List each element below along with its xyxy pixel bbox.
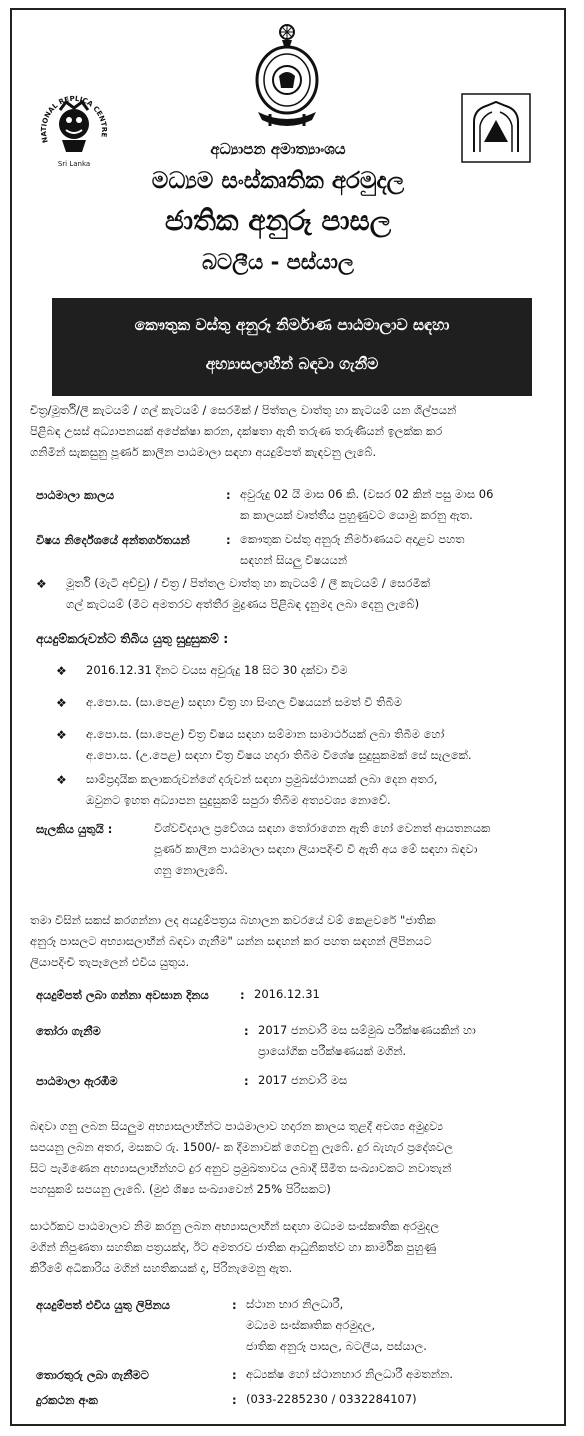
duration-label: පාඨමාලා කාලය (36, 488, 115, 502)
selection-value: 2017 ජනවාරි මස සම්මුඛ පරීක්ෂණයකින් හා ප්‍රායෝගික පරීක්ෂණයක් මගින්. (258, 1023, 476, 1058)
colon: : (232, 1368, 237, 1382)
phone-value: (033-2285230 / 0332284107) (246, 1392, 417, 1406)
selection-label: තෝරා ගැනීම (36, 1024, 101, 1038)
qualification-item: 2016.12.31 දිනට වයස අවුරුදු 18 සිට 30 දක්වා වීම (86, 663, 348, 677)
school-title: ජාතික අනුරූ පාසල (164, 204, 392, 237)
allowance-paragraph: බඳවා ගනු ලබන සියලුම අභ්‍යාසලාභීන්ට පාඨමාලාව හදාරන කාලය තුළදී අවශ්‍ය අමුද්‍රව්‍ය සපයනු ලබන අතර, මසකට රු. 1500/- ක දීමනාවක් ගෙවනු ලැබේ. දුර බැහැර ප්‍රදේශවල සිට පැමිණෙන අභ්‍යාසලාභීන්හට දුර අනුව ප්‍රමුඛතාවය ලබාදී සීමිත සංඛ්‍යාවකට නවාතැන් පහසුකම් සපයනු ලැබේ. (මුළු ශිෂ්‍ය සංඛ්‍යාවෙන් 25% පිරිසකට) (30, 1119, 454, 1196)
svg-text:Sri Lanka: Sri Lanka (57, 160, 91, 168)
subjects-label: විෂය නිර්දේශයේ අන්තර්ගතයන් (36, 533, 190, 547)
qualification-item: අ.පො.ස. (සා.පෙළ) චිත්‍ර විෂය සඳහා සම්මාන සාමාර්ථයක් ලබා තිබීම හෝ අ.පො.ස. (උ.පෙළ) සඳහා චිත්‍ර විෂය හදාරා තිබීම විශේෂ සුදුසුකමක් සේ සැලකේ. (86, 727, 472, 762)
subjects-list: මූර්ති (මැටි අච්චු) / චිත්‍ර / පිත්තල වාත්තු හා කැටයම් / ලී කැටයම් / සෙරමික් ගල් කැටයම් (මීට අමතරව අත්තීර මුද්‍රණය පිළිබඳ දැනුමද ලබා දෙනු ලැබේ) (66, 576, 431, 611)
state-emblem-icon (248, 22, 326, 132)
subjects-value: කෞතුක වස්තු අනුරූ නිර්මාණයට අදාළව පහත සඳහන් සියලු විෂයයන් (240, 532, 465, 567)
location-title: බටලීය - පස්යාල (202, 250, 354, 274)
colon: : (226, 488, 231, 502)
banner-line-1: කෞතුක වස්තු අනුරූ නිර්මාණ පාඨමාලාව සඳහා (134, 316, 450, 334)
info-label: තොරතුරු ලබා ගැනීමට (36, 1368, 149, 1382)
bullet-icon: ❖ (36, 577, 47, 591)
course-start-value: 2017 ජනවාරි මස (258, 1073, 348, 1087)
headline-banner (52, 298, 532, 396)
qualification-item: අ.පො.ස. (සා.පෙළ) සඳහා චිත්‍ර හා සිංහල විෂයයන් සමත් වී තිබීම (86, 695, 403, 709)
address-label: අයදුම්පත් එවිය යුතු ලිපිනය (36, 1298, 170, 1312)
colon: : (226, 533, 231, 547)
ministry-title: අධ්‍යාපන අමාත්‍යාංශය (210, 140, 346, 158)
intro-line: ගනිමින් සැකසුනු පූර්ණ කාලීන පාඨමාලා සඳහා අයදුම්පත් කැඳවනු ලැබේ. (30, 445, 377, 459)
qualification-item: සාම්ප්‍රදායික කලාකරුවන්ගේ දරුවන් සඳහා ප්‍රමුඛස්ථානයක් ලබා දෙන අතර, ඔවුනට ඉහත අධ්‍යාපන සුදුසුකම් සපුරා තිබීම අත්‍යවශ්‍ය නොවේ. (86, 772, 438, 807)
closing-date-value: 2016.12.31 (254, 987, 320, 1001)
intro-paragraph (30, 400, 550, 463)
phone-label: දුරකථන අංක (36, 1393, 98, 1407)
duration-value: අවුරුදු 02 යි මාස 06 කි. (වසර 02 කින් පසු මාස 06 ක කාලයක් වෘත්තීය පුහුණුවට යොමු කරනු ඇත. (240, 487, 494, 522)
bullet-icon: ❖ (56, 696, 67, 710)
bullet-icon: ❖ (56, 728, 67, 742)
course-start-label: පාඨමාලා ඇරඹීම (36, 1074, 118, 1088)
colon: : (232, 1393, 237, 1407)
info-value: අධ්‍යක්ෂ හෝ ස්ථානභාර නිලධාරී අමතන්න. (246, 1367, 454, 1381)
colon: : (240, 988, 245, 1002)
qualifications-heading: අයදුම්කරුවන්ට තිබිය යුතු සුදුසුකම් : (36, 631, 229, 646)
colon: : (244, 1024, 249, 1038)
intro-line: චිත්‍ර/මූර්ති/ලී කැටයම් / ගල් කැටයම් / සෙරමික් / පිත්තල වාත්තු හා කැටයම් යන ශිල්පයන් (30, 403, 457, 417)
svg-text:NATIONAL REPLICA CENTRE: NATIONAL REPLICA CENTRE (40, 94, 108, 144)
application-paragraph: තමා විසින් සකස් කරගන්නා ලද අයදුම්පත්‍රය බහාලන කවරයේ වම් කෙළවරේ "ජාතික අනුරූ පාසලට අභ්‍යාසලාභීන් බඳවා ගැනීම" යන්න සඳහන් කර පහත සඳහන් ලිපිනයට ලියාපදිංචි තැපෑලෙන් එවිය යුතුය. (30, 913, 436, 969)
bullet-icon: ❖ (56, 664, 67, 678)
address-value: ස්ථාන භාර නිලධාරී, මධ්‍යම සංස්කෘතික අරමුදල, ජාතික අනුරූ පාසල, බටලීය, පස්යාල. (246, 1297, 427, 1353)
intro-line: පිළිබඳ උසස් අධ්‍යාපනයක් අපේක්ෂා කරන, දක්ෂතා ඇති තරුණ තරුණියන් ඉලක්ක කර (30, 424, 443, 438)
bullet-icon: ❖ (56, 773, 67, 787)
colon: : (232, 1298, 237, 1312)
banner-line-2: අභ්‍යාසලාභීන් බඳවා ගැනීම (205, 355, 379, 373)
colon: : (244, 1074, 249, 1088)
closing-date-label: අයදුම්පත් ලබා ගන්නා අවසාන දිනය (36, 988, 209, 1002)
certificate-paragraph: සාර්ථකව පාඨමාලාව නිම කරනු ලබන අභ්‍යාසලාභීන් සඳහා මධ්‍යම සංස්කෘතික අරමුදල මගින් නිපුණතා සහතික පත්‍රයක්ද, ඊට අමතරව ජාතික ආධුනිකත්ව හා කාර්මික පුහුණු කිරීමේ අධිකාරිය මගින් සහතිකයක් ද, පිරිනැමෙනු ඇත. (30, 1219, 440, 1275)
note-text: විශ්වවිද්‍යාල ප්‍රවේශය සඳහා තෝරාගෙන ඇති හෝ වෙනත් ආයතනයක පූර්ණ කාලීන පාඨමාලා සඳහා ලියාපදිංචි වී ඇති අය මේ සඳහා බඳවා ගනු නොලැබේ. (154, 821, 491, 877)
note-label: සැලකිය යුතුයි : (36, 822, 113, 836)
fund-title: මධ්‍යම සංස්කෘතික අරමුදල (151, 168, 405, 194)
